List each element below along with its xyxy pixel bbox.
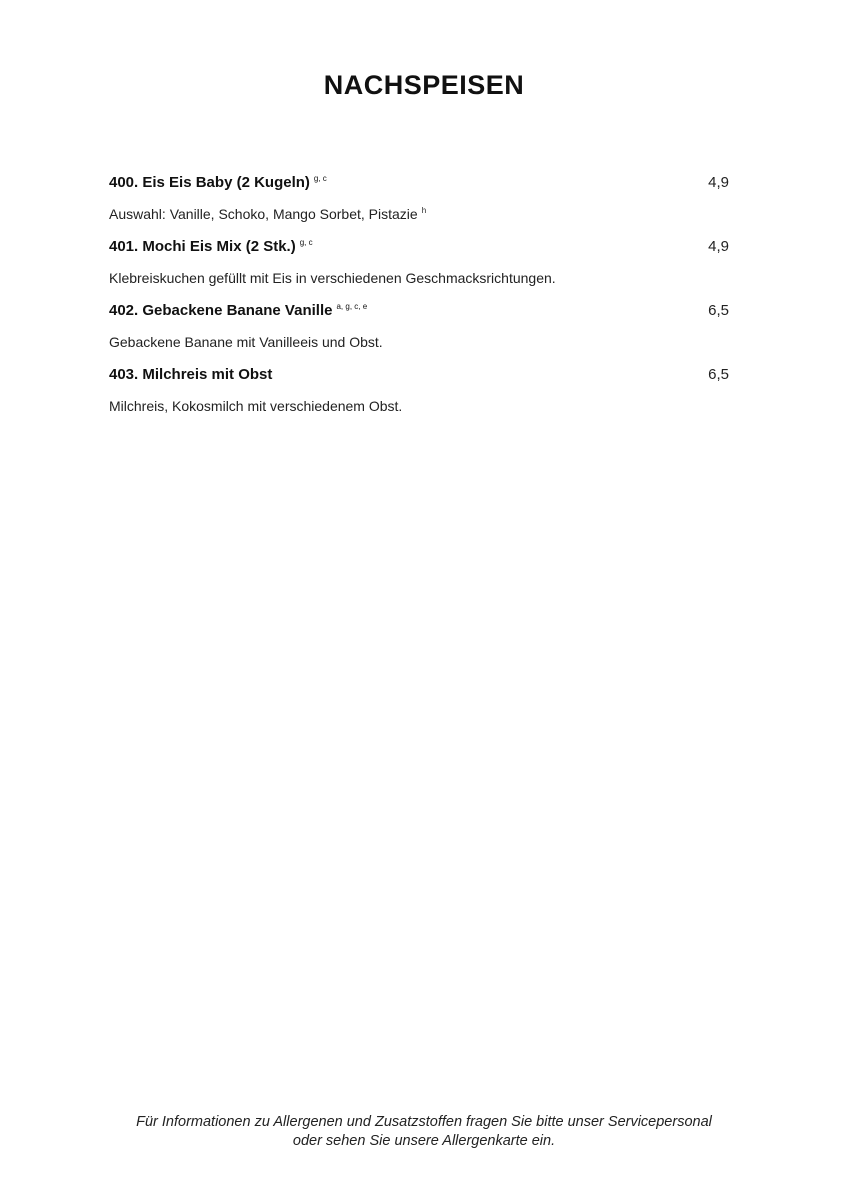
menu-item-description (109, 395, 729, 418)
menu-item-header (109, 235, 729, 258)
allergen-notice-line-1: Für Informationen zu Allergenen und Zusatzstoffen fragen Sie bitte unser Servicepersonal (136, 1114, 712, 1130)
menu-item-name (109, 299, 367, 322)
menu-item-description (109, 331, 729, 354)
allergen-notice-line-2: oder sehen Sie unsere Allergenkarte ein. (292, 1133, 556, 1149)
menu-item-header (109, 363, 729, 386)
menu-item-description-text: Milchreis, Kokosmilch mit verschiedenem Obst. (109, 398, 403, 414)
menu-item-title: 401. Mochi Eis Mix (2 Stk.) (109, 238, 296, 255)
menu-item-price: 4,9 (708, 174, 729, 191)
allergen-codes: g, c (299, 238, 313, 247)
page-title: NACHSPEISEN (323, 70, 525, 100)
menu-item-400 (109, 171, 729, 226)
menu-item-402 (109, 299, 729, 354)
menu-item-header (109, 171, 729, 194)
menu-item-description (109, 267, 729, 290)
allergen-codes: g, c (313, 174, 327, 183)
menu-item-401 (109, 235, 729, 290)
menu-item-name (109, 235, 313, 258)
menu-item-title: 403. Milchreis mit Obst (109, 366, 273, 383)
menu-item-name (109, 171, 327, 194)
menu-item-title: 402. Gebackene Banane Vanille (109, 302, 333, 319)
menu-item-price: 4,9 (708, 238, 729, 255)
menu-item-price: 6,5 (708, 366, 729, 383)
menu-item-description (109, 203, 729, 226)
menu-item-title: 400. Eis Eis Baby (2 Kugeln) (109, 174, 310, 191)
dessert-menu (109, 171, 729, 427)
menu-item-header (109, 299, 729, 322)
menu-item-name (109, 363, 272, 386)
menu-item-price: 6,5 (708, 302, 729, 319)
allergen-codes: a, g, c, e (336, 302, 368, 311)
allergen-notice (0, 1113, 848, 1151)
menu-item-403 (109, 363, 729, 418)
description-allergen-codes: h (421, 206, 427, 216)
menu-item-description-text: Gebackene Banane mit Vanilleeis und Obst. (109, 334, 383, 350)
menu-item-description-text: Auswahl: Vanille, Schoko, Mango Sorbet, Pistazie (109, 206, 418, 222)
menu-item-description-text: Klebreiskuchen gefüllt mit Eis in verschiedenen Geschmacksrichtungen. (109, 270, 556, 286)
